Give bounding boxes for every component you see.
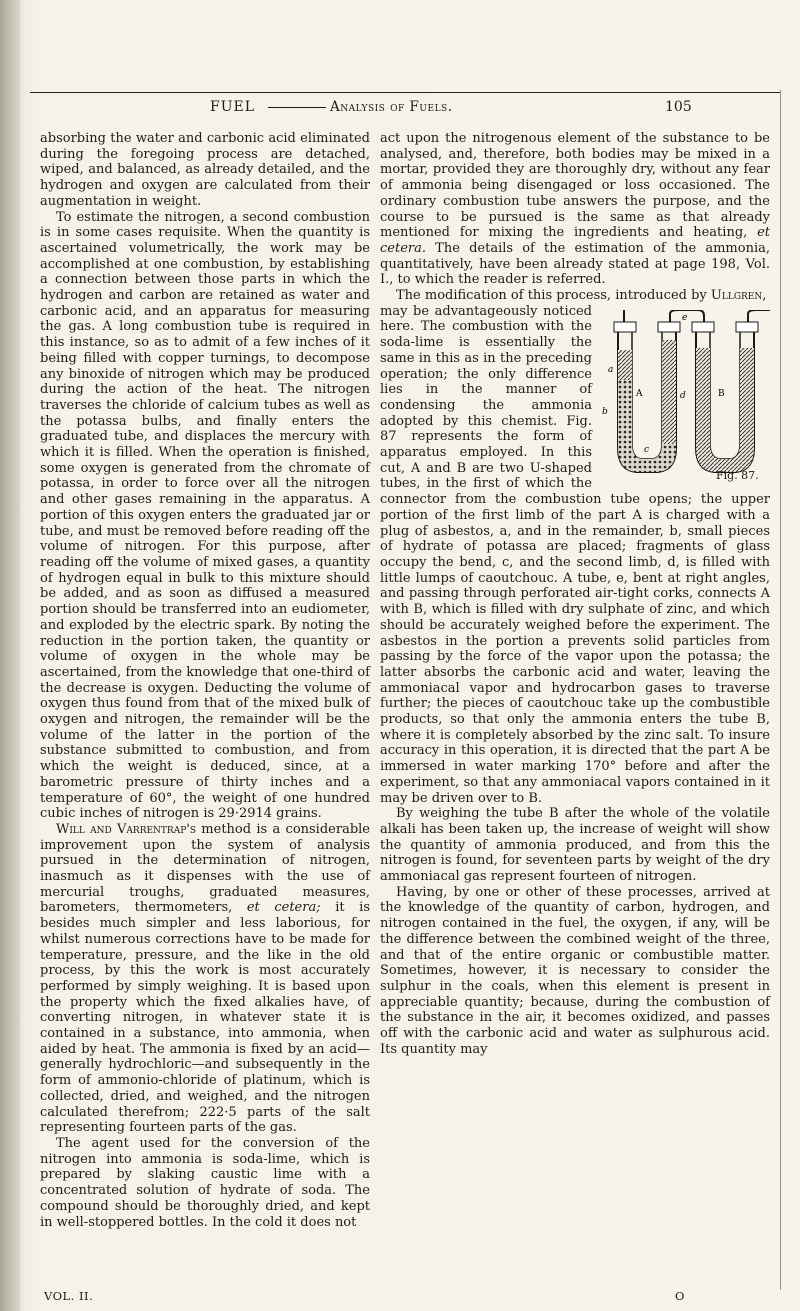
running-title: FUEL (210, 99, 256, 115)
label-e: e (682, 312, 688, 323)
italic-phrase: et cetera; (246, 900, 321, 916)
paragraph-text: The details of the estimation of the ammonia, quantitatively, have been already stated at page 198, Vol. I., to which the reader is referred. (380, 240, 770, 288)
tube-b (692, 310, 770, 472)
right-column (380, 131, 770, 1057)
paragraph (380, 131, 770, 288)
volume-mark: VOL. II. (44, 1289, 94, 1303)
figure-87 (598, 310, 770, 483)
label-a: a (608, 364, 614, 375)
paragraph (40, 822, 370, 1136)
author-name: Ullgren, (710, 288, 767, 304)
running-subtitle: Analysis of Fuels. (330, 99, 453, 115)
page-number: 105 (665, 99, 692, 115)
header-rule (30, 92, 780, 93)
page-binding-shadow (0, 0, 20, 1311)
header-dash (268, 107, 326, 108)
label-B: B (718, 388, 725, 399)
paragraph-text: may be advantageously noticed here. The combustion with the soda-lime is essentially the same in this as in the preceding operation; the only difference lies in the manner of condensing the ammonia adopted by this chemist. Fig. 87 represents the form of apparatus employed. In this cut, A and B are two U-shaped tubes, in the first of which the connector from the combustion tube opens; the upper portion of the first limb of the part A is charged with a plug of asbestos, a, and in the remainder, b, small pieces of hydrate of potassa are placed; fragments of glass occupy the bend, c, and the second limb, d, is filled with little lumps of caoutchouc. A tube, e, bent at right angles, and passing through perforated air-tight corks, connects A with B, which is filled with dry sulphate of zinc, and which should be accurately weighed before the experiment. The asbestos in the portion a prevents solid particles from passing by the force of the vapor upon the potassa; the latter absorbs the carbonic acid and water, leaving the ammoniacal vapor and hydrocarbon gases to traverse further; the pieces of caoutchouc take up the combustible products, so that only the ammonia enters the tube B, where it is completely absorbed by the zinc salt. To insure accuracy in this operation, it is directed that the part A be immersed in water marking 170° before and after the experiment, so that any ammoniacal vapors contained in it may be driven over to B. (380, 303, 770, 806)
paragraph-text: The modification of this process, introduced by (396, 288, 711, 304)
paragraph-text: it is besides much simpler and less laborious, for whilst numerous corrections have to be made for temperature, pressure, and the like in the old process, by this the work is most accurately performed by simply weighing. It is based upon the property which the fixed alkalies have, of converting nitrogen, in whatever state it is contained in a substance, into ammonia, when aided by heat. The ammonia is fixed by an acid—generally hydrochloric—and subsequently in the form of ammonio-chloride of platinum, which is collected, dried, and weighed, and the nitrogen calculated therefrom; 222·5 parts of the salt representing fourteen parts of the gas. (40, 900, 370, 1136)
italic-phrase: et cetera. (380, 225, 770, 256)
paragraph (380, 288, 770, 304)
signature-mark: O (675, 1289, 685, 1303)
paragraph-text: act upon the nitrogenous element of the substance to be analysed, and, therefore, both bodies may be mixed in a mortar, provided they are thoroughly dry, without any fear of ammonia being disengaged or loss occasioned. The ordinary combustion tube answers the purpose, and the course to be pursued is the same as that already mentioned for mixing the ingredients and heating, (380, 131, 770, 241)
u-tube-apparatus-illustration (598, 310, 770, 483)
paragraph: The agent used for the conversion of the nitrogen into ammonia is soda-lime, which is prepared by slaking caustic lime with a concentrated solution of hydrate of soda. The compound should be thoroughly dried, and kept in well-stoppered bottles. In the cold it does not (40, 1136, 370, 1230)
label-A: A (636, 388, 643, 399)
label-c: c (644, 444, 650, 455)
page-edge-line (780, 90, 781, 1290)
label-d: d (680, 390, 686, 401)
paragraph: absorbing the water and carbonic acid eliminated during the foregoing process are detached, wiped, and balanced, as already detailed, and the hydrogen and oxygen are calculated from their augmentation in weight. (40, 131, 370, 209)
paragraph-text: method is a considerable improvement upon the system of analysis pursued in the determination of nitrogen, inasmuch as it dispenses with the use of mercurial troughs, graduated measures, barometers, thermometers, (40, 821, 370, 916)
paragraph: By weighing the tube B after the whole of the volatile alkali has been taken up, the increase of weight will show the quantity of ammonia produced, and from this the nitrogen is found, for seventeen parts by weight of the dry ammoniacal gas represent fourteen of nitrogen. (380, 806, 770, 885)
label-b: b (602, 406, 608, 417)
figure-caption: Fig. 87. (716, 468, 759, 482)
paragraph: To estimate the nitrogen, a second combustion is in some cases requisite. When the quantity is ascertained volumetrically, the work may be accomplished at one combustion, by establishing a connection between those parts in which the hydrogen and carbon are retained as water and carbonic acid, and an apparatus for measuring the gas. A long combustion tube is required in this instance, so as to admit of a few inches of it being filled with copper turnings, to decompose any binoxide of nitrogen which may be produced during the action of the heat. The nitrogen traverses the chloride of calcium tubes as well as the potassa bulbs, and finally enters the graduated tube, and displaces the mercury with which it is filled. When the operation is finished, some oxygen is generated from the chromate of potassa, in order to force over all the nitrogen and other gases remaining in the apparatus. A portion of this oxygen enters the graduated jar or tube, and must be removed before reading off the volume of nitrogen. For this purpose, after reading off the volume of mixed gases, a quantity of hydrogen equal in bulk to this mixture should be added, and as soon as diffused a measured portion should be transferred into an eudiometer, and exploded by the electric spark. By noting the reduction in the portion taken, the quantity or volume of oxygen in the whole may be ascertained, from the knowledge that one-third of the decrease is oxygen. Deducting the volume of oxygen thus found from that of the mixed bulk of oxygen and nitrogen, the remainder will be the volume of the latter in the portion of the substance submitted to combustion, and from which the weight is deduced, since, at a barometric pressure of thirty inches and a temperature of 60°, the weight of one hundred cubic inches of nitrogen is 29·2914 grains. (40, 209, 370, 822)
running-header (40, 99, 690, 119)
paragraph: Having, by one or other of these processes, arrived at the knowledge of the quantity of carbon, hydrogen, and nitrogen contained in the fuel, the oxygen, if any, will be the difference between the combined weight of the three, and that of the entire organic or combustible matter. Sometimes, however, it is necessary to consider the sulphur in the coals, when this element is present in appreciable quantity; because, during the combustion of the substance in the air, it becomes oxidized, and passes off with the carbonic acid and water as sulphurous acid. Its quantity may (380, 884, 770, 1057)
author-name: Will and Varrentrap's (56, 821, 197, 837)
left-column (40, 131, 370, 1230)
